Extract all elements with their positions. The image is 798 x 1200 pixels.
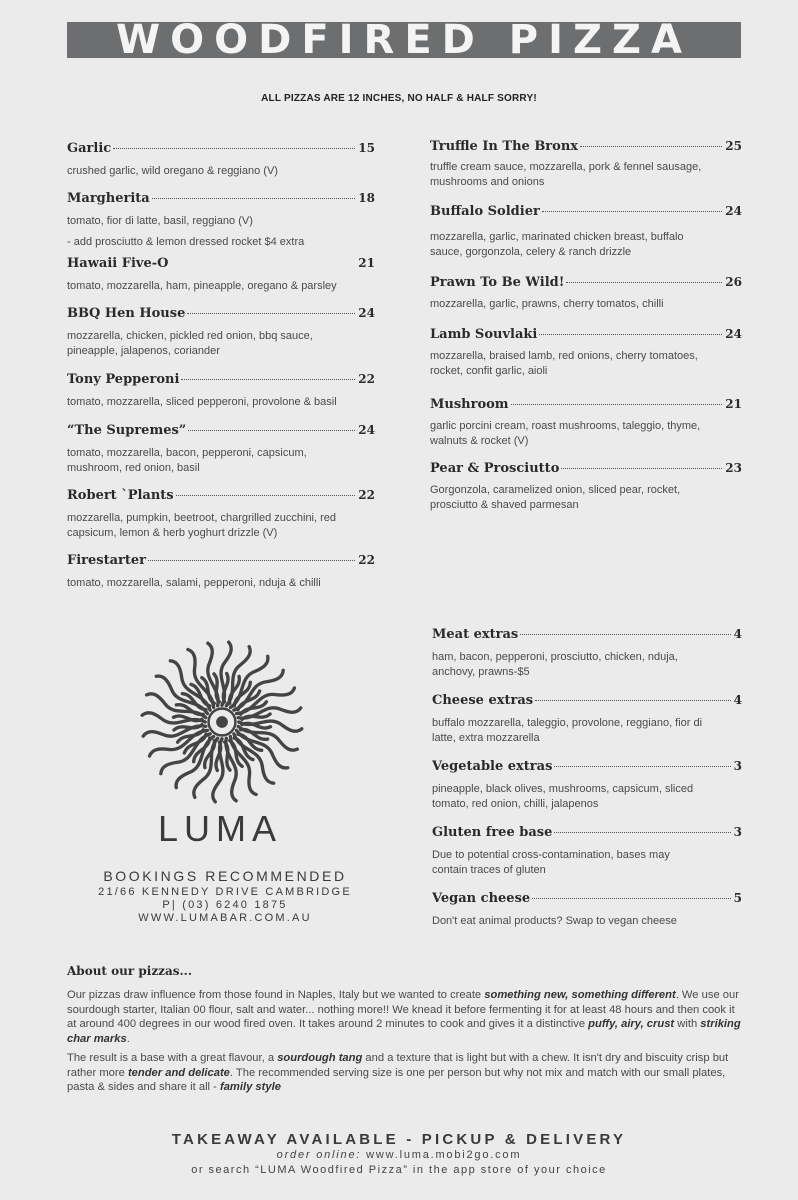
menu-item — [430, 204, 742, 260]
item-name: Robert `Plants — [67, 488, 174, 503]
luma-mandala-logo — [138, 638, 306, 806]
item-description: tomato, mozzarella, ham, pineapple, oregano & parsley — [67, 280, 337, 292]
pizza-size-note: ALL PIZZAS ARE 12 INCHES, NO HALF & HALF SORRY! — [261, 93, 537, 104]
phone: P| (03) 6240 1875 — [162, 899, 288, 911]
app-store-note: or search “LUMA Woodfired Pizza” in the app store of your choice — [191, 1164, 607, 1176]
item-name: Truffle In The Bronx — [430, 139, 579, 154]
item-name: Gluten free base — [432, 825, 553, 840]
item-description: Don't eat animal products? Swap to vegan cheese — [432, 915, 677, 927]
item-price: 4 — [733, 627, 742, 641]
item-description: crushed garlic, wild oregano & reggiano (V) — [67, 165, 278, 177]
item-description: mozzarella, chicken, pickled red onion, bbq sauce, pineapple, jalapenos, coriander — [67, 330, 313, 357]
item-price: 21 — [725, 397, 742, 411]
menu-item — [430, 275, 742, 312]
extras-item — [432, 627, 742, 680]
takeaway-banner: TAKEAWAY AVAILABLE - PICKUP & DELIVERY — [171, 1131, 627, 1148]
item-name: “The Supremes” — [67, 423, 187, 438]
extras-item — [432, 825, 742, 878]
about-paragraph-1: Our pizzas draw influence from those found in Naples, Italy but we wanted to create something new, something different. We use our sourdough starter, Italian 00 flour, salt and water... nothing more!! We knead it before fermenting it for at least 48 hours and then cook it at around 400 degrees in our wood fired oven. It takes around 2 minutes to cook and gives it a distinctive puffy, airy, crust with striking char marks. — [67, 989, 741, 1045]
item-name: BBQ Hen House — [67, 306, 186, 321]
about-paragraph-2: The result is a base with a great flavour, a sourdough tang and a texture that is light but with a chew. It isn't dry and biscuity crisp but rather more tender and delicate. The recommended serving size is one per person but why not mix and match with our small plates, pasta & sides and share it all - family style — [67, 1052, 729, 1093]
item-description: Gorgonzola, caramelized onion, sliced pear, rocket, prosciutto & shaved parmesan — [430, 484, 681, 511]
item-name: Buffalo Soldier — [430, 204, 540, 219]
bookings-note: BOOKINGS RECOMMENDED — [103, 868, 347, 884]
item-name: Cheese extras — [432, 693, 534, 708]
item-name: Firestarter — [67, 553, 147, 568]
item-description: tomato, mozzarella, bacon, pepperoni, capsicum, mushroom, red onion, basil — [67, 447, 307, 474]
item-price: 4 — [733, 693, 742, 707]
menu-item — [430, 397, 742, 449]
item-price: 26 — [725, 275, 742, 289]
page-title: WOODFIRED PIZZA — [116, 17, 692, 63]
brand-name: LUMA — [157, 808, 283, 849]
item-description: pineapple, black olives, mushrooms, capsicum, sliced tomato, red onion, chilli, jalapenos — [432, 783, 694, 810]
item-price: 24 — [725, 327, 742, 341]
menu-item — [67, 256, 375, 294]
address: 21/66 KENNEDY DRIVE CAMBRIDGE — [98, 886, 352, 898]
item-name: Lamb Souvlaki — [430, 327, 538, 342]
menu-item — [67, 423, 375, 476]
item-description: mozzarella, pumpkin, beetroot, chargrilled zucchini, red capsicum, lemon & herb yoghurt drizzle (V) — [67, 512, 337, 539]
item-price: 5 — [733, 891, 742, 905]
item-description: ham, bacon, pepperoni, prosciutto, chicken, nduja, anchovy, prawns-$5 — [432, 651, 678, 678]
item-description: tomato, mozzarella, salami, pepperoni, nduja & chilli — [67, 577, 321, 589]
order-url-link[interactable]: www.luma.mobi2go.com — [366, 1149, 522, 1161]
item-description: garlic porcini cream, roast mushrooms, taleggio, thyme, walnuts & rocket (V) — [430, 420, 701, 447]
item-price: 3 — [733, 759, 742, 773]
item-description: mozzarella, braised lamb, red onions, cherry tomatoes, rocket, confit garlic, aioli — [430, 350, 698, 377]
item-description: truffle cream sauce, mozzarella, pork & fennel sausage, mushrooms and onions — [430, 161, 702, 188]
menu-item — [430, 461, 742, 513]
item-price: 15 — [358, 141, 375, 155]
menu-item — [430, 327, 742, 379]
extras-item — [432, 693, 742, 746]
item-price: 24 — [358, 423, 375, 437]
item-price: 21 — [358, 256, 375, 270]
extras-item — [432, 759, 742, 812]
item-name: Vegetable extras — [432, 759, 553, 774]
item-name: Garlic — [67, 141, 112, 156]
item-name: Meat extras — [432, 627, 519, 642]
item-price: 24 — [358, 306, 375, 320]
item-price: 22 — [358, 488, 375, 502]
menu-item — [67, 191, 375, 250]
item-price: 24 — [725, 204, 742, 218]
item-description: buffalo mozzarella, taleggio, provolone, reggiano, fior di latte, extra mozzarella — [432, 717, 703, 744]
about-heading: About our pizzas... — [67, 964, 193, 978]
item-addon-note: - add prosciutto & lemon dressed rocket $4 extra — [67, 236, 305, 248]
item-price: 22 — [358, 553, 375, 567]
item-description: mozzarella, garlic, marinated chicken breast, buffalo sauce, gorgonzola, celery & ranch drizzle — [430, 231, 684, 258]
item-description: mozzarella, garlic, prawns, cherry tomatos, chilli — [430, 298, 664, 310]
item-description: Due to potential cross-contamination, bases may contain traces of gluten — [432, 849, 670, 876]
item-name: Tony Pepperoni — [67, 372, 180, 387]
item-name: Mushroom — [430, 397, 509, 412]
menu-item — [430, 139, 742, 190]
menu-item — [67, 372, 375, 410]
item-name: Vegan cheese — [432, 891, 531, 906]
item-description: tomato, fior di latte, basil, reggiano (V) — [67, 215, 253, 227]
menu-item — [67, 488, 375, 541]
menu-item — [67, 306, 375, 359]
item-name: Pear & Prosciutto — [430, 461, 560, 476]
item-price: 3 — [733, 825, 742, 839]
item-name: Margherita — [67, 191, 150, 206]
item-name: Prawn To Be Wild! — [430, 275, 565, 290]
item-price: 18 — [358, 191, 375, 205]
order-online-line: order online: www.luma.mobi2go.com — [276, 1149, 522, 1161]
menu-item — [67, 553, 375, 591]
item-price: 22 — [358, 372, 375, 386]
item-price: 23 — [725, 461, 742, 475]
item-name: Hawaii Five-O — [67, 256, 169, 271]
extras-item — [432, 891, 742, 929]
website-link[interactable]: WWW.LUMABAR.COM.AU — [138, 912, 312, 924]
contact-block — [60, 886, 390, 925]
menu-item — [67, 141, 375, 179]
item-price: 25 — [725, 139, 742, 153]
item-description: tomato, mozzarella, sliced pepperoni, provolone & basil — [67, 396, 337, 408]
